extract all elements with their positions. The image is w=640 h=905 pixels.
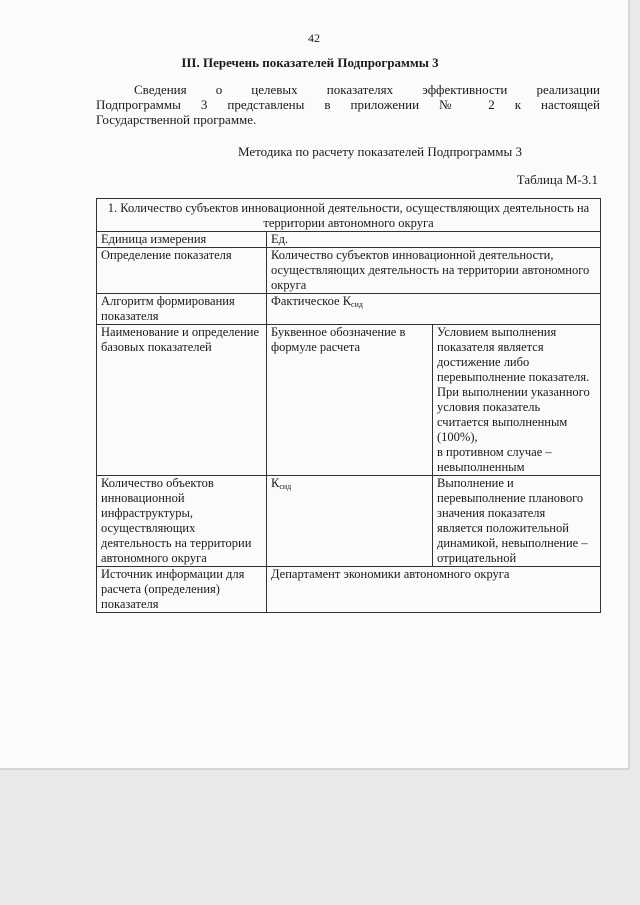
- table-row: [97, 476, 601, 567]
- method-title: Методика по расчету показателей Подпрограммы 3: [237, 144, 522, 159]
- section-heading: III. Перечень показателей Подпрограммы 3: [181, 55, 439, 70]
- algorithm-label: Алгоритм формирования показателя: [97, 294, 267, 325]
- intro-line-3: Государственной программе.: [96, 112, 257, 127]
- algorithm-value: [267, 294, 601, 325]
- base-symbol-text: К: [271, 476, 280, 490]
- table-row: [97, 248, 601, 294]
- intro-line-1: Сведения о целевых показателях эффективности реализации: [134, 82, 600, 97]
- definition-label: Определение показателя: [97, 248, 267, 294]
- algorithm-text: Фактическое К: [271, 294, 352, 308]
- unit-label: Единица измерения: [97, 232, 267, 248]
- base-symbol: [267, 476, 433, 567]
- source-label: Источник информации для расчета (определения) показателя: [97, 567, 267, 613]
- table-label: Таблица М-3.1: [516, 172, 598, 187]
- table-row: [97, 567, 601, 613]
- table-row: [97, 294, 601, 325]
- base-condition: Выполнение и перевыполнение планового значения показателя является положительной динамикой, невыполнение – отрицательной: [433, 476, 601, 567]
- condition-header-text: Условием выполнения показателя является достижение либо перевыполнение показателя. При выполнении указанного условия показатель считается выполненным (100%),: [437, 325, 590, 444]
- condition-header-text-2: в противном случае – невыполненным: [437, 445, 552, 474]
- source-value: Департамент экономики автономного округа: [267, 567, 601, 613]
- base-symbol-subscript: сид: [279, 482, 292, 491]
- symbol-header: Буквенное обозначение в формуле расчета: [267, 325, 433, 476]
- base-indicator: Количество объектов инновационной инфраструктуры, осуществляющих деятельность на территории автономного округа: [97, 476, 267, 567]
- intro-paragraph: [96, 82, 600, 127]
- table-row: [97, 232, 601, 248]
- table-row: [97, 325, 601, 476]
- table-title: 1. Количество субъектов инновационной деятельности, осуществляющих деятельность на территории автономного округа: [97, 199, 601, 232]
- intro-line-2: Подпрограммы 3 представлены в приложении № 2 к настоящей: [96, 97, 600, 112]
- base-names-label: Наименование и определение базовых показателей: [97, 325, 267, 476]
- table-title-row: [97, 199, 601, 232]
- page-number: 42: [308, 31, 320, 45]
- definition-value: Количество субъектов инновационной деятельности, осуществляющих деятельность на территории автономного округа: [267, 248, 601, 294]
- indicator-table: [96, 198, 601, 613]
- condition-header: [433, 325, 601, 476]
- algorithm-subscript: сид: [351, 300, 363, 309]
- unit-value: Ед.: [267, 232, 601, 248]
